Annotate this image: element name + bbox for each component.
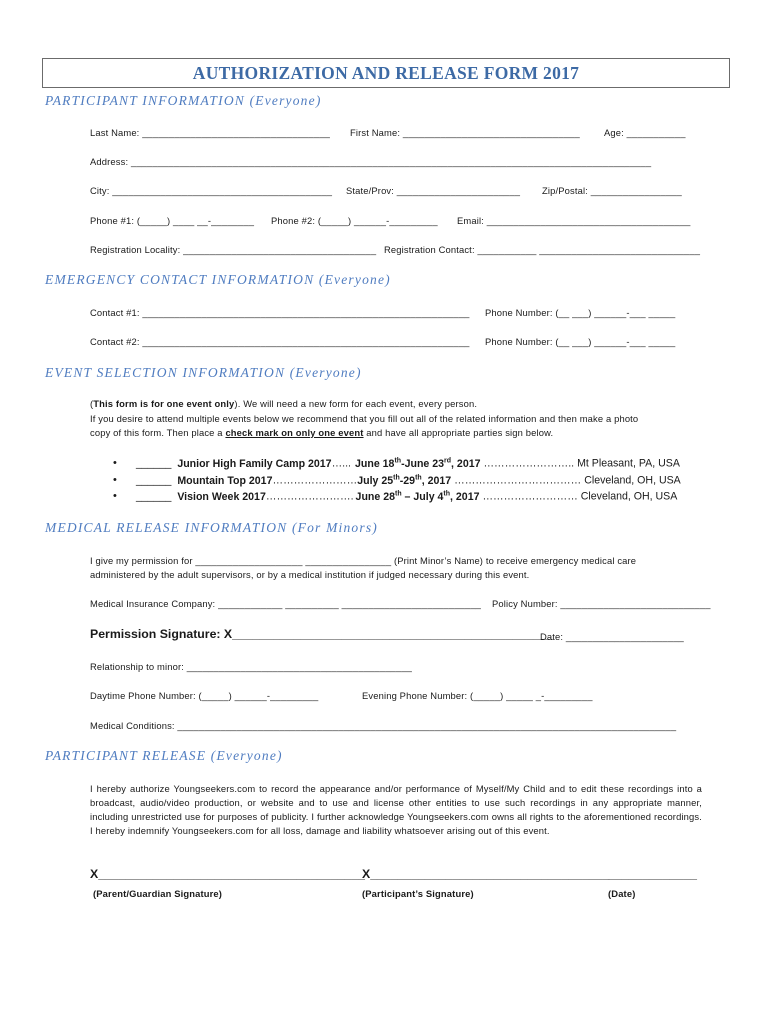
bullet: • xyxy=(113,457,117,469)
note-rest: ). We will need a new form for each event, every person. xyxy=(234,398,478,409)
contact1-field[interactable]: Contact #1: _____________________________________________________________ xyxy=(90,307,470,318)
event-location: Cleveland, OH, USA xyxy=(580,490,678,503)
bullet: • xyxy=(113,474,117,486)
contact1-phone-field[interactable]: Phone Number: (__ ___) ______-___ _____ xyxy=(485,307,676,318)
medical-consent-text: administered by the adult supervisors, or by a medical institution if judged necessary during this event. xyxy=(90,569,530,580)
note-line3-c: and have all appropriate parties sign below. xyxy=(363,427,554,438)
contact2-field[interactable]: Contact #2: _____________________________________________________________ xyxy=(90,336,470,347)
leader-dots: …... xyxy=(331,457,351,470)
evening-phone-field[interactable]: Evening Phone Number: (_____) _____ _-_________ xyxy=(362,690,593,701)
parent-signature-field[interactable]: X_______________________________________ xyxy=(90,867,365,881)
medical-conditions-field[interactable]: Medical Conditions: _____________________________________________________________________________________________ xyxy=(90,720,677,731)
event-item xyxy=(136,457,680,470)
bullet: • xyxy=(113,490,117,502)
email-field[interactable]: Email: ______________________________________ xyxy=(457,215,691,226)
leader-dots: ……………………… xyxy=(479,490,578,503)
participant-signature-field[interactable]: X___________________________________ xyxy=(362,867,610,881)
city-field[interactable]: City: _________________________________________ xyxy=(90,185,333,196)
permission-signature-field[interactable]: Permission Signature: X_______________________________________________ xyxy=(90,627,554,641)
event-date: June 18th-June 23rd, 2017 xyxy=(355,457,481,470)
policy-number-field[interactable]: Policy Number: ____________________________ xyxy=(492,598,711,609)
leader-dots: …………………….. xyxy=(480,457,575,470)
medical-heading: MEDICAL RELEASE INFORMATION (For Minors) xyxy=(45,520,378,535)
parent-signature-label: (Parent/Guardian Signature) xyxy=(93,888,223,899)
one-event-only-note: This form is for one event only xyxy=(93,398,235,409)
form-title: AUTHORIZATION AND RELEASE FORM 2017 xyxy=(192,63,580,83)
event-item xyxy=(136,474,681,487)
leader-dots: …………………… xyxy=(272,474,358,487)
event-note-line1 xyxy=(90,398,477,409)
note-line3-a: copy of this form. Then place a xyxy=(90,427,226,438)
release-heading: PARTICIPANT RELEASE (Everyone) xyxy=(45,748,283,763)
event-checkbox-blank[interactable]: ______ xyxy=(136,490,172,503)
leader-dots: ……………………. xyxy=(265,490,354,503)
event-name: Vision Week 2017 xyxy=(177,490,266,503)
note-paren: ( xyxy=(90,398,94,409)
relationship-field[interactable]: Relationship to minor: __________________________________________ xyxy=(90,661,413,672)
event-location: Cleveland, OH, USA xyxy=(584,474,681,487)
leader-dots: ……………………………… xyxy=(451,474,582,487)
minor-name-field[interactable]: I give my permission for ____________________ ________________ (Print Minor’s Name) to receive emergency medical care xyxy=(90,555,637,566)
zip-field[interactable]: Zip/Postal: _________________ xyxy=(542,185,682,196)
check-one-event-note: check mark on only one event xyxy=(225,427,364,438)
date-label: (Date) xyxy=(608,888,636,899)
registration-locality-field[interactable]: Registration Locality: ____________________________________ xyxy=(90,244,377,255)
emergency-heading: EMERGENCY CONTACT INFORMATION (Everyone) xyxy=(45,272,391,287)
registration-contact-field[interactable]: Registration Contact: ___________ ______________________________ xyxy=(384,244,701,255)
contact2-phone-field[interactable]: Phone Number: (__ ___) ______-___ _____ xyxy=(485,336,676,347)
participant-heading: PARTICIPANT INFORMATION (Everyone) xyxy=(45,93,322,108)
daytime-phone-field[interactable]: Daytime Phone Number: (_____) ______-_________ xyxy=(90,690,319,701)
event-item xyxy=(136,490,677,503)
event-date: July 25th-29th, 2017 xyxy=(357,474,452,487)
phone2-field[interactable]: Phone #2: (_____) ______-_________ xyxy=(271,215,438,226)
phone1-field[interactable]: Phone #1: (_____) ____ __-________ xyxy=(90,215,255,226)
event-note-line2: If you desire to attend multiple events below we recommend that you fill out all of the related information and then make a photo xyxy=(90,413,639,424)
event-heading: EVENT SELECTION INFORMATION (Everyone) xyxy=(45,365,362,380)
event-location: Mt Pleasant, PA, USA xyxy=(577,457,680,470)
event-checkbox-blank[interactable]: ______ xyxy=(136,457,172,470)
signature-date-field[interactable]: _____________ xyxy=(608,867,697,881)
permission-date-field[interactable]: Date: ______________________ xyxy=(540,631,684,642)
last-name-field[interactable]: Last Name: ___________________________________ xyxy=(90,127,330,138)
address-field[interactable]: Address: _________________________________________________________________________________________________ xyxy=(90,156,652,167)
form-title-box xyxy=(42,58,730,88)
event-name: Junior High Family Camp 2017 xyxy=(177,457,332,470)
state-field[interactable]: State/Prov: _______________________ xyxy=(346,185,521,196)
release-text: I hereby authorize Youngseekers.com to record the appearance and/or performance of Myself/My Child and to edit these recordings into a broadcast, audio/video production, or website and to use and license other entities to use such recordings in any appropriate manner, including unrestricted use for purposes of publicity. I further acknowledge Youngseekers.com owns all rights to the aforementioned recordings. I hereby indemnify Youngseekers.com for all loss, damage and liability whatsoever arising out of this event. xyxy=(90,783,702,836)
age-field[interactable]: Age: ___________ xyxy=(604,127,686,138)
event-date: June 28th – July 4th, 2017 xyxy=(355,490,480,503)
first-name-field[interactable]: First Name: _________________________________ xyxy=(350,127,580,138)
participant-signature-label: (Participant’s Signature) xyxy=(362,888,474,899)
insurance-company-field[interactable]: Medical Insurance Company: ____________ __________ __________________________ xyxy=(90,598,482,609)
event-checkbox-blank[interactable]: ______ xyxy=(136,474,172,487)
event-name: Mountain Top 2017 xyxy=(177,474,273,487)
event-note-line3 xyxy=(90,427,553,438)
